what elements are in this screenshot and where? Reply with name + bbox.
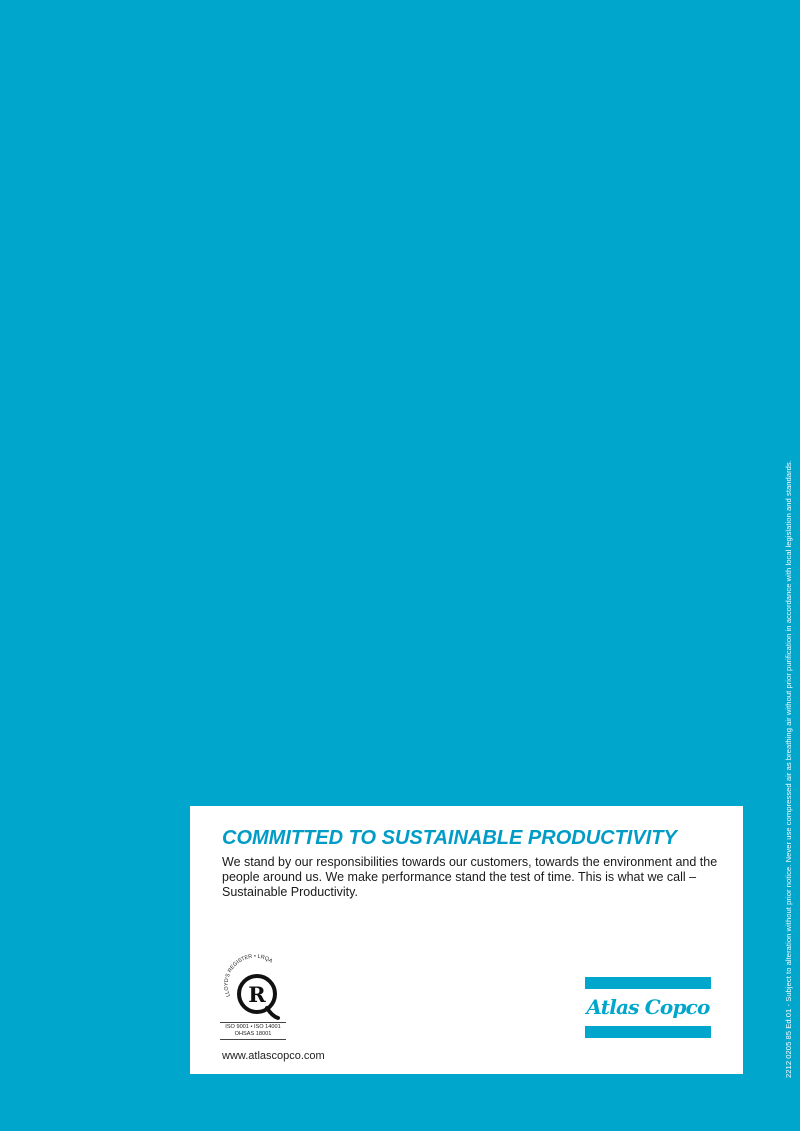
cert-divider-top	[220, 1022, 286, 1023]
certification-standards	[216, 1024, 290, 1038]
certification-arc-text: LLOYD'S REGISTER • LRQA	[223, 953, 274, 998]
logo-bar-bottom	[585, 1026, 711, 1038]
atlas-copco-logo	[585, 977, 711, 1039]
cert-r-glyph: R	[248, 982, 266, 1007]
logo-bar-top	[585, 977, 711, 989]
cert-divider-bottom	[220, 1039, 286, 1040]
panel-headline: COMMITTED TO SUSTAINABLE PRODUCTIVITY	[222, 827, 677, 849]
certification-line-2: OHSAS 18001	[234, 1031, 272, 1037]
panel-body-text: We stand by our responsibilities towards our customers, towards the environment and the people around us. We make performance stand the test of time. This is what we call – Sustainable Productivity.	[222, 855, 718, 899]
sustainability-panel	[190, 806, 743, 1074]
logo-wordmark: Atlas Copco	[586, 995, 710, 1019]
legal-notice: 2212 0205 85 Ed.01 - Subject to alteration without prior notice. Never use compressed air as breathing air without prior purification in accordance with local legislation and standards.	[784, 460, 793, 1078]
website-link[interactable]: www.atlascopco.com	[222, 1050, 325, 1062]
cert-tail	[267, 1008, 278, 1018]
certification-line-1: ISO 9001 • ISO 14001	[225, 1024, 281, 1030]
